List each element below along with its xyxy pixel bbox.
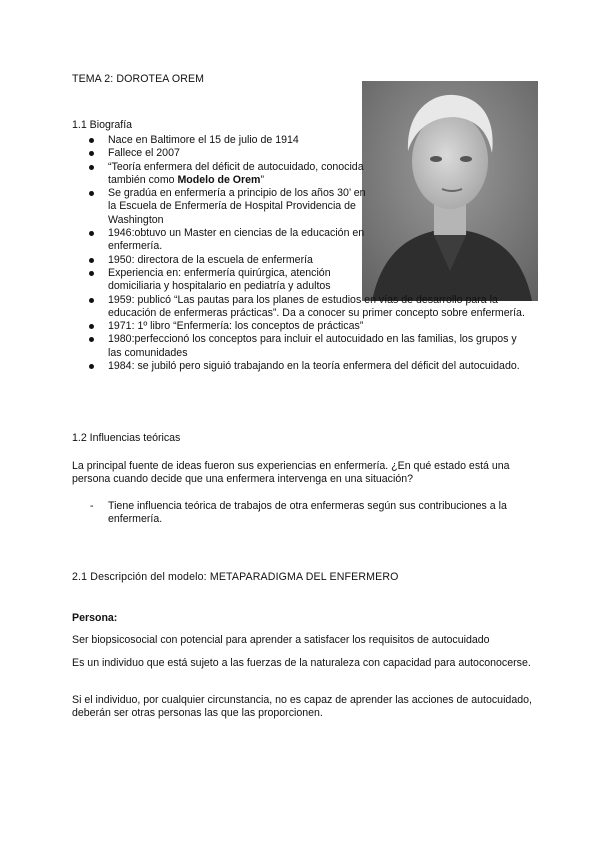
document-title: TEMA 2: DOROTEA OREM (72, 73, 205, 85)
bullet-icon (89, 231, 94, 236)
dash-list-item (72, 500, 522, 527)
bullet-icon (89, 151, 94, 156)
section-heading-influencias: 1.2 Influencias teóricas (72, 432, 181, 444)
list-item: 1984: se jubiló pero siguió trabajando en la teoría enfermera del déficit del autocuidado. (72, 360, 528, 373)
list-item: 1946:obtuvo un Master en ciencias de la educación en enfermería. (72, 227, 368, 254)
section-heading-biografia: 1.1 Biografía (72, 119, 133, 131)
section-heading-modelo: 2.1 Descripción del modelo: METAPARADIGMA DEL ENFERMERO (72, 571, 399, 583)
persona-paragraph: Es un individuo que está sujeto a las fuerzas de la naturaleza con capacidad para autoconocerse. (72, 657, 531, 669)
influencias-paragraph: La principal fuente de ideas fueron sus experiencias en enfermería. ¿En qué estado está una persona cuando decide que una enfermera intervenga en una situación? (72, 460, 510, 486)
list-item: Nace en Baltimore el 15 de julio de 1914 (72, 134, 368, 147)
bullet-icon (89, 337, 94, 342)
bold-model-name: Modelo de Orem (177, 173, 261, 186)
list-item: Se gradúa en enfermería a principio de los años 30’ en la Escuela de Enfermería de Hospital Providencia de Washington (72, 187, 368, 227)
persona-paragraph: Si el individuo, por cualquier circunstancia, no es capaz de aprender las acciones de autocuidado, deberán ser otras personas las que las proporcionen. (72, 694, 532, 720)
biography-list (72, 134, 528, 373)
list-item: 1980:perfeccionó los conceptos para incluir el autocuidado en las familias, los grupos y las comunidades (72, 333, 528, 360)
bullet-icon (89, 258, 94, 263)
persona-heading: Persona: (72, 612, 118, 624)
list-item: “Teoría enfermera del déficit de autocuidado, conocida también como Modelo de Orem” (72, 161, 368, 188)
list-item: Fallece el 2007 (72, 147, 368, 160)
dash-item-text: Tiene influencia teórica de trabajos de otra enfermeras según sus contribuciones a la enfermería. (108, 500, 507, 526)
persona-paragraph: Ser biopsicosocial con potencial para aprender a satisfacer los requisitos de autocuidado (72, 634, 490, 646)
list-item: Experiencia en: enfermería quirúrgica, atención domiciliaria y hospitalario en pediatría y adultos (72, 267, 368, 294)
list-item: 1959: publicó “Las pautas para los planes de estudios en vías de desarrollo para la educación de enfermeras prácticas”. Da a conocer su primer concepto sobre enfermería. (72, 294, 526, 321)
bullet-icon (89, 271, 94, 276)
dash-marker: - (90, 500, 94, 512)
bullet-icon (89, 324, 94, 329)
bullet-icon (89, 165, 94, 170)
bullet-icon (89, 138, 94, 143)
list-item: 1971: 1º libro “Enfermería: los conceptos de prácticas” (72, 320, 528, 333)
bullet-icon (89, 191, 94, 196)
list-item: 1950: directora de la escuela de enfermería (72, 254, 368, 267)
bullet-icon (89, 298, 94, 303)
bullet-icon (89, 364, 94, 369)
